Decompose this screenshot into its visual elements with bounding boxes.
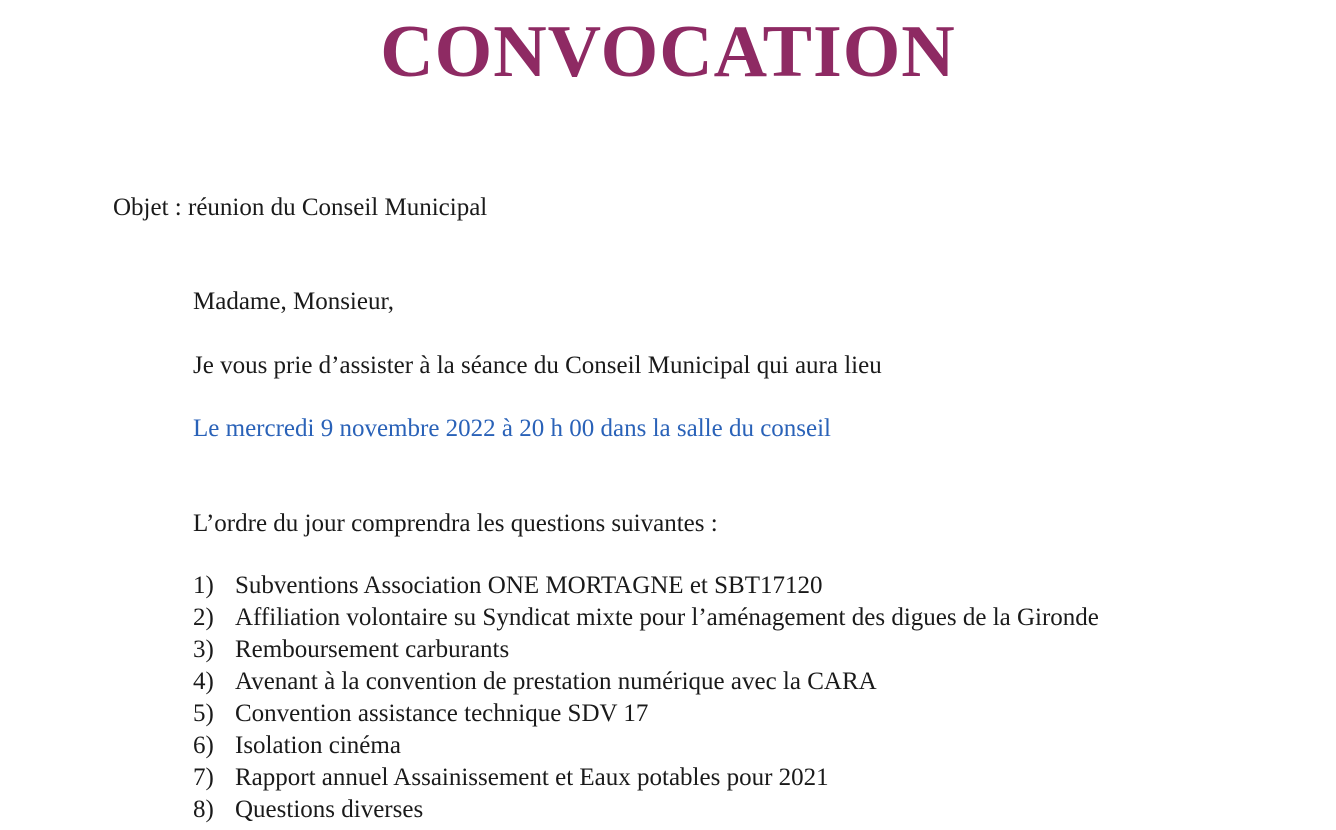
agenda-list bbox=[193, 570, 1099, 826]
agenda-item-text: Affiliation volontaire su Syndicat mixte pour l’aménagement des digues de la Gironde bbox=[235, 604, 1099, 631]
agenda-item bbox=[193, 666, 1099, 698]
agenda-item-number: 5) bbox=[193, 700, 214, 727]
invitation-text: Je vous prie d’assister à la séance du Conseil Municipal qui aura lieu bbox=[193, 352, 882, 379]
meeting-date-line: Le mercredi 9 novembre 2022 à 20 h 00 dans la salle du conseil bbox=[193, 415, 832, 442]
agenda-item bbox=[193, 762, 1099, 794]
agenda-item-number: 4) bbox=[193, 668, 214, 695]
agenda-item-number: 8) bbox=[193, 796, 214, 823]
agenda-item-text: Subventions Association ONE MORTAGNE et SBT17120 bbox=[235, 572, 823, 599]
agenda-item-text: Remboursement carburants bbox=[235, 636, 510, 663]
agenda-item bbox=[193, 570, 1099, 602]
agenda-intro: L’ordre du jour comprendra les questions suivantes : bbox=[193, 510, 718, 537]
agenda-item-number: 3) bbox=[193, 636, 214, 663]
agenda-item-text: Isolation cinéma bbox=[235, 732, 401, 759]
agenda-item bbox=[193, 602, 1099, 634]
subject-line: Objet : réunion du Conseil Municipal bbox=[113, 194, 488, 221]
agenda-item bbox=[193, 794, 1099, 826]
salutation: Madame, Monsieur, bbox=[193, 288, 395, 315]
agenda-item bbox=[193, 698, 1099, 730]
agenda-item-text: Rapport annuel Assainissement et Eaux potables pour 2021 bbox=[235, 764, 829, 791]
agenda-item bbox=[193, 730, 1099, 762]
agenda-item-number: 2) bbox=[193, 604, 214, 631]
agenda-item-text: Questions diverses bbox=[235, 796, 424, 823]
agenda-item-text: Convention assistance technique SDV 17 bbox=[235, 700, 649, 727]
agenda-item bbox=[193, 634, 1099, 666]
agenda-item-text: Avenant à la convention de prestation numérique avec la CARA bbox=[235, 668, 877, 695]
agenda-item-number: 7) bbox=[193, 764, 214, 791]
document-title: CONVOCATION bbox=[380, 11, 956, 93]
agenda-item-number: 6) bbox=[193, 732, 214, 759]
agenda-item-number: 1) bbox=[193, 572, 214, 599]
